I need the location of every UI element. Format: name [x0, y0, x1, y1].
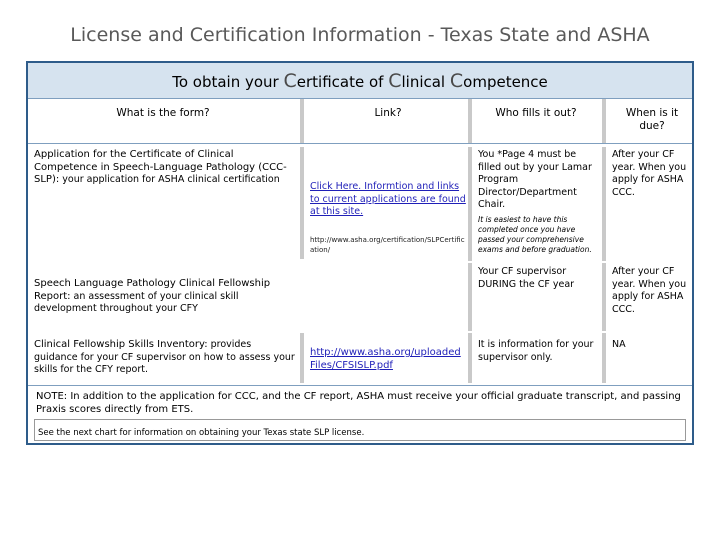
row-divider: [28, 385, 692, 386]
row3-when: NA: [612, 339, 626, 350]
content-frame: [26, 61, 694, 445]
row2-form: Speech Language Pathology Clinical Fellowship Report: an assessment of your clinical skill development throughout your CFY: [34, 278, 271, 314]
ccc-application-link[interactable]: Click Here. Informtion and links to current applications are found at this site.: [310, 181, 466, 217]
row1-who: You *Page 4 must be filled out by your Lamar Program Director/Department Chair. It is easiest to have this completed once you have passed your comprehensive exams and before graduation.: [478, 149, 592, 254]
column-separator: [602, 99, 606, 143]
column-separator: [468, 147, 472, 261]
row3-who: It is information for your supervisor only.: [478, 339, 594, 363]
column-separator: [300, 99, 304, 143]
row1-link: [310, 181, 466, 255]
column-separator: [602, 147, 606, 261]
slide-title: License and Certification Information - Texas State and ASHA: [70, 24, 650, 46]
header-when: When is it due?: [625, 107, 679, 132]
header-link: Link?: [374, 107, 402, 119]
ccc-url: http://www.asha.org/certification/SLPCertification/: [310, 235, 465, 254]
column-separator: [602, 333, 606, 383]
row2-who: Your CF supervisor DURING the CF year: [478, 266, 575, 290]
banner: [28, 63, 692, 99]
header-form: What is the form?: [116, 107, 210, 119]
row-divider: [28, 143, 692, 144]
row1-when: After your CF year. When you apply for ASHA CCC.: [612, 149, 687, 198]
column-separator: [468, 99, 472, 143]
header-who: Who fills it out?: [495, 107, 577, 119]
column-separator: [300, 333, 304, 383]
texas-license-footnote: See the next chart for information on obtaining your Texas state SLP license.: [34, 419, 686, 441]
row1-form: Application for the Certificate of Clinical Competence in Speech-Language Pathology (CCC-SLP): your application for ASHA clinical certification: [34, 149, 287, 185]
column-separator: [602, 263, 606, 331]
banner-title: To obtain your Certificate of Clinical Competence: [172, 70, 548, 92]
row3-form: Clinical Fellowship Skills Inventory: provides guidance for your CF supervisor on how to assess your skills for the CFY report.: [34, 339, 295, 375]
ets-note: NOTE: In addition to the application for CCC, and the CF report, ASHA must receive your official graduate transcript, and passing Praxis scores directly from ETS.: [36, 391, 681, 415]
row2-when: After your CF year. When you apply for ASHA CCC.: [612, 266, 687, 315]
cfsi-link[interactable]: http://www.asha.org/uploadedFiles/CFSISLP.pdf: [310, 347, 461, 371]
column-separator: [300, 147, 304, 259]
column-separator: [468, 333, 472, 383]
column-separator: [468, 263, 472, 331]
